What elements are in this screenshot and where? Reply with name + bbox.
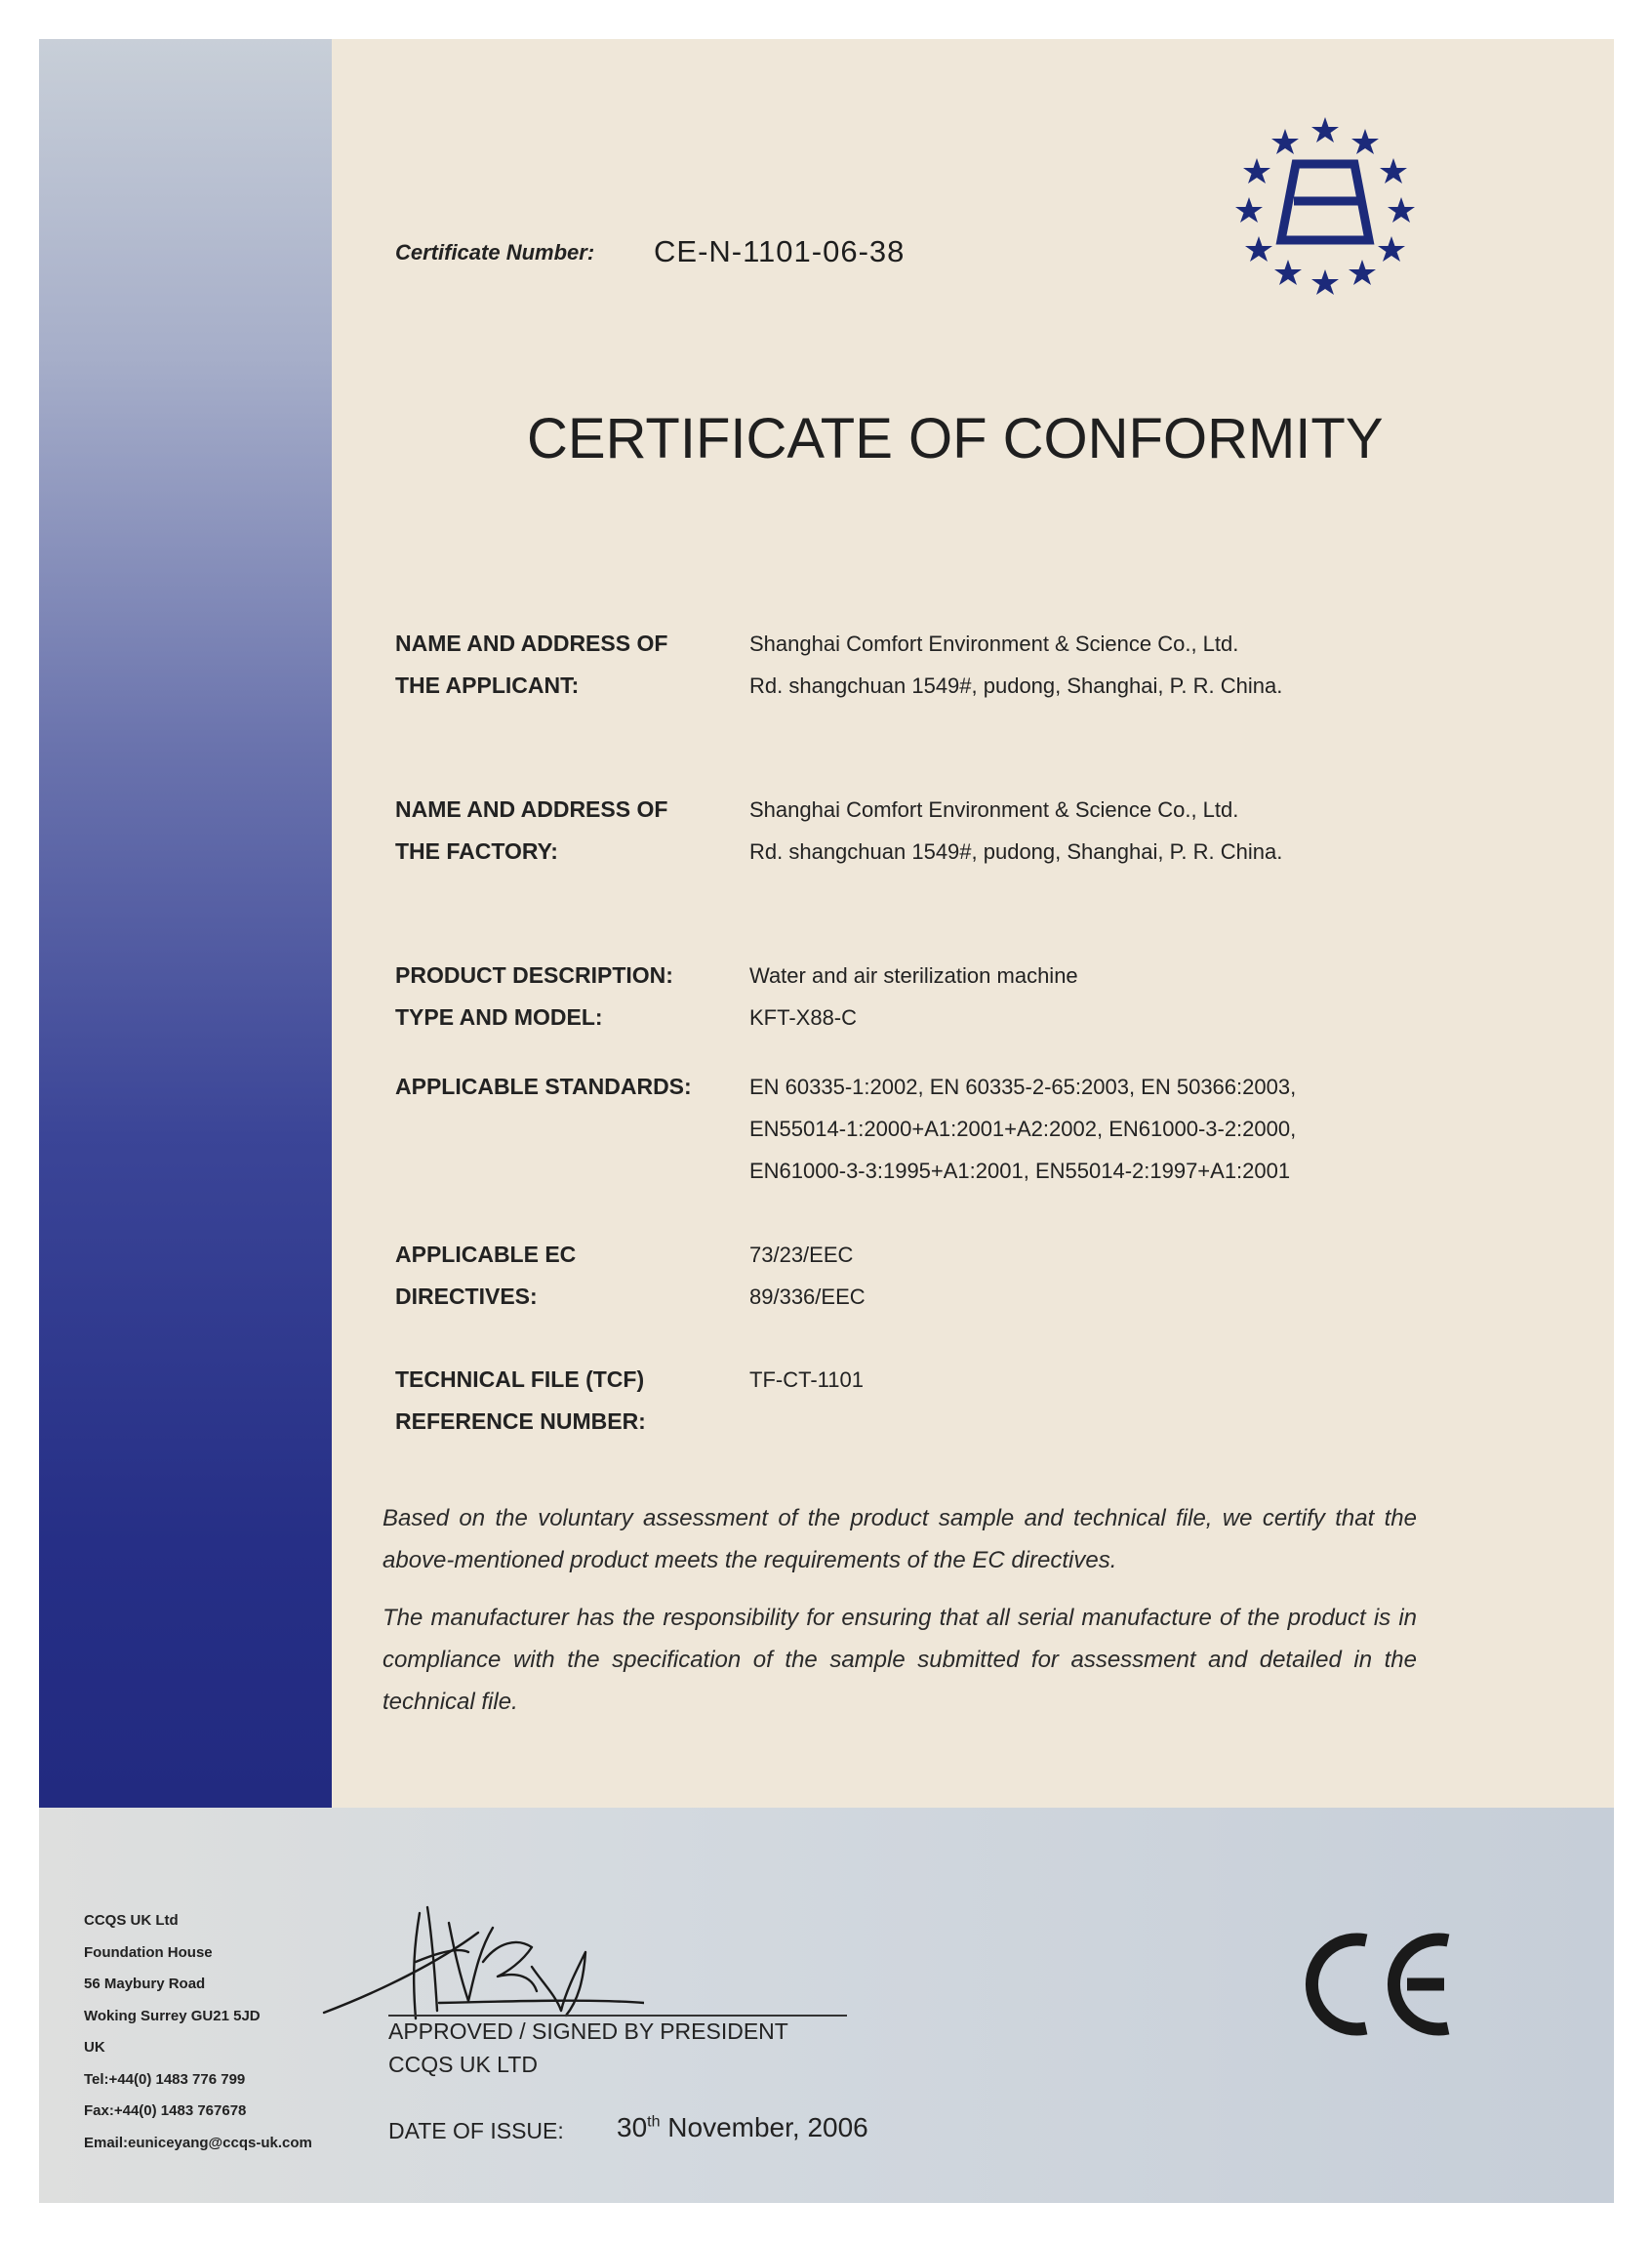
star-icon — [1311, 269, 1339, 295]
certificate-number: CE-N-1101-06-38 — [654, 234, 906, 268]
factory-label-line2: THE FACTORY: — [395, 838, 558, 864]
star-icon — [1245, 236, 1272, 262]
product-value — [749, 955, 1078, 1039]
standards-line: EN 60335-1:2002, EN 60335-2-65:2003, EN 50366:2003, — [749, 1075, 1297, 1099]
statement-paragraph: The manufacturer has the responsibility for ensuring that all serial manufacture of the product is in compliance with the specification of the sample submitted for assessment and detailed in the technical file. — [383, 1605, 1417, 1715]
certificate-number-label: Certificate Number: — [395, 240, 595, 265]
type-model: KFT-X88-C — [749, 1005, 858, 1030]
star-icon — [1271, 129, 1299, 154]
star-icon — [1351, 129, 1379, 154]
technical-file-value: TF-CT-1101 — [749, 1367, 864, 1392]
star-icon — [1349, 260, 1376, 285]
address-line: UK — [84, 2039, 105, 2056]
address-line: 56 Maybury Road — [84, 1976, 206, 1992]
technical-file-label — [395, 1359, 646, 1443]
star-icon — [1380, 158, 1407, 183]
directives-value — [749, 1234, 866, 1318]
factory-label-line1: NAME AND ADDRESS OF — [395, 796, 668, 822]
certificate-page — [39, 39, 1614, 2203]
sidebar-watermark — [39, 39, 332, 1808]
star-icon — [1388, 197, 1415, 223]
factory-value — [749, 789, 1282, 873]
ce-mark-icon — [1302, 1931, 1458, 2038]
address-line: Tel:+44(0) 1483 776 799 — [84, 2070, 246, 2088]
address-line: Woking Surrey GU21 5JD — [84, 2007, 261, 2024]
date-rest: November, 2006 — [660, 2112, 868, 2142]
type-model-label: TYPE AND MODEL: — [395, 1004, 603, 1030]
star-icon — [1243, 158, 1270, 183]
directives-label — [395, 1234, 576, 1318]
date-suffix: th — [647, 2113, 661, 2131]
applicant-value — [749, 623, 1282, 707]
signature-image — [322, 1894, 644, 2020]
directive-item: 73/23/EEC — [749, 1243, 854, 1267]
date-of-issue — [617, 2112, 868, 2143]
star-icon — [1274, 260, 1302, 285]
standards-value — [749, 1066, 1296, 1192]
address-line: Foundation House — [84, 1943, 213, 1961]
statement-paragraph: Based on the voluntary assessment of the product sample and technical file, we certify that the above-mentioned product meets the requirements of the EC directives. — [383, 1505, 1417, 1573]
address-line: Email:euniceyang@ccqs-uk.com — [84, 2134, 312, 2151]
applicant-label-line2: THE APPLICANT: — [395, 673, 580, 698]
applicant-label — [395, 623, 667, 707]
product-description-label: PRODUCT DESCRIPTION: — [395, 962, 673, 988]
signing-organization: CCQS UK LTD — [388, 2052, 538, 2077]
directives-label-line2: DIRECTIVES: — [395, 1284, 538, 1309]
standards-line: EN61000-3-3:1995+A1:2001, EN55014-2:1997+A1:2001 — [749, 1159, 1291, 1183]
technical-file-label-line2: REFERENCE NUMBER: — [395, 1408, 646, 1434]
product-description: Water and air sterilization machine — [749, 963, 1078, 988]
directives-label-line1: APPLICABLE EC — [395, 1242, 577, 1267]
issuer-address — [84, 1905, 312, 2159]
signature-line — [388, 2015, 847, 2017]
star-icon — [1311, 117, 1339, 143]
standards-line: EN55014-1:2000+A1:2001+A2:2002, EN61000-3-2:2000, — [749, 1117, 1297, 1141]
date-day: 30 — [617, 2112, 648, 2142]
address-line: Fax:+44(0) 1483 767678 — [84, 2102, 247, 2119]
factory-label — [395, 789, 667, 873]
applicant-label-line1: NAME AND ADDRESS OF — [395, 631, 668, 656]
star-icon — [1378, 236, 1405, 262]
factory-address: Rd. shangchuan 1549#, pudong, Shanghai, P. R. China. — [749, 839, 1283, 864]
applicant-name: Shanghai Comfort Environment & Science Co., Ltd. — [749, 632, 1239, 656]
date-of-issue-label: DATE OF ISSUE: — [388, 2118, 564, 2143]
directive-item: 89/336/EEC — [749, 1284, 866, 1309]
product-label — [395, 955, 673, 1039]
star-icon — [1235, 197, 1263, 223]
address-line: CCQS UK Ltd — [84, 1912, 179, 1929]
standards-label: APPLICABLE STANDARDS: — [395, 1074, 692, 1099]
page-title: CERTIFICATE OF CONFORMITY — [527, 407, 1384, 470]
applicant-address: Rd. shangchuan 1549#, pudong, Shanghai, P. R. China. — [749, 673, 1283, 698]
factory-name: Shanghai Comfort Environment & Science Co., Ltd. — [749, 797, 1239, 822]
technical-file-label-line1: TECHNICAL FILE (TCF) — [395, 1366, 645, 1392]
eu-stars-logo-icon — [1228, 103, 1423, 299]
approved-by-label: APPROVED / SIGNED BY PRESIDENT — [388, 2018, 788, 2044]
